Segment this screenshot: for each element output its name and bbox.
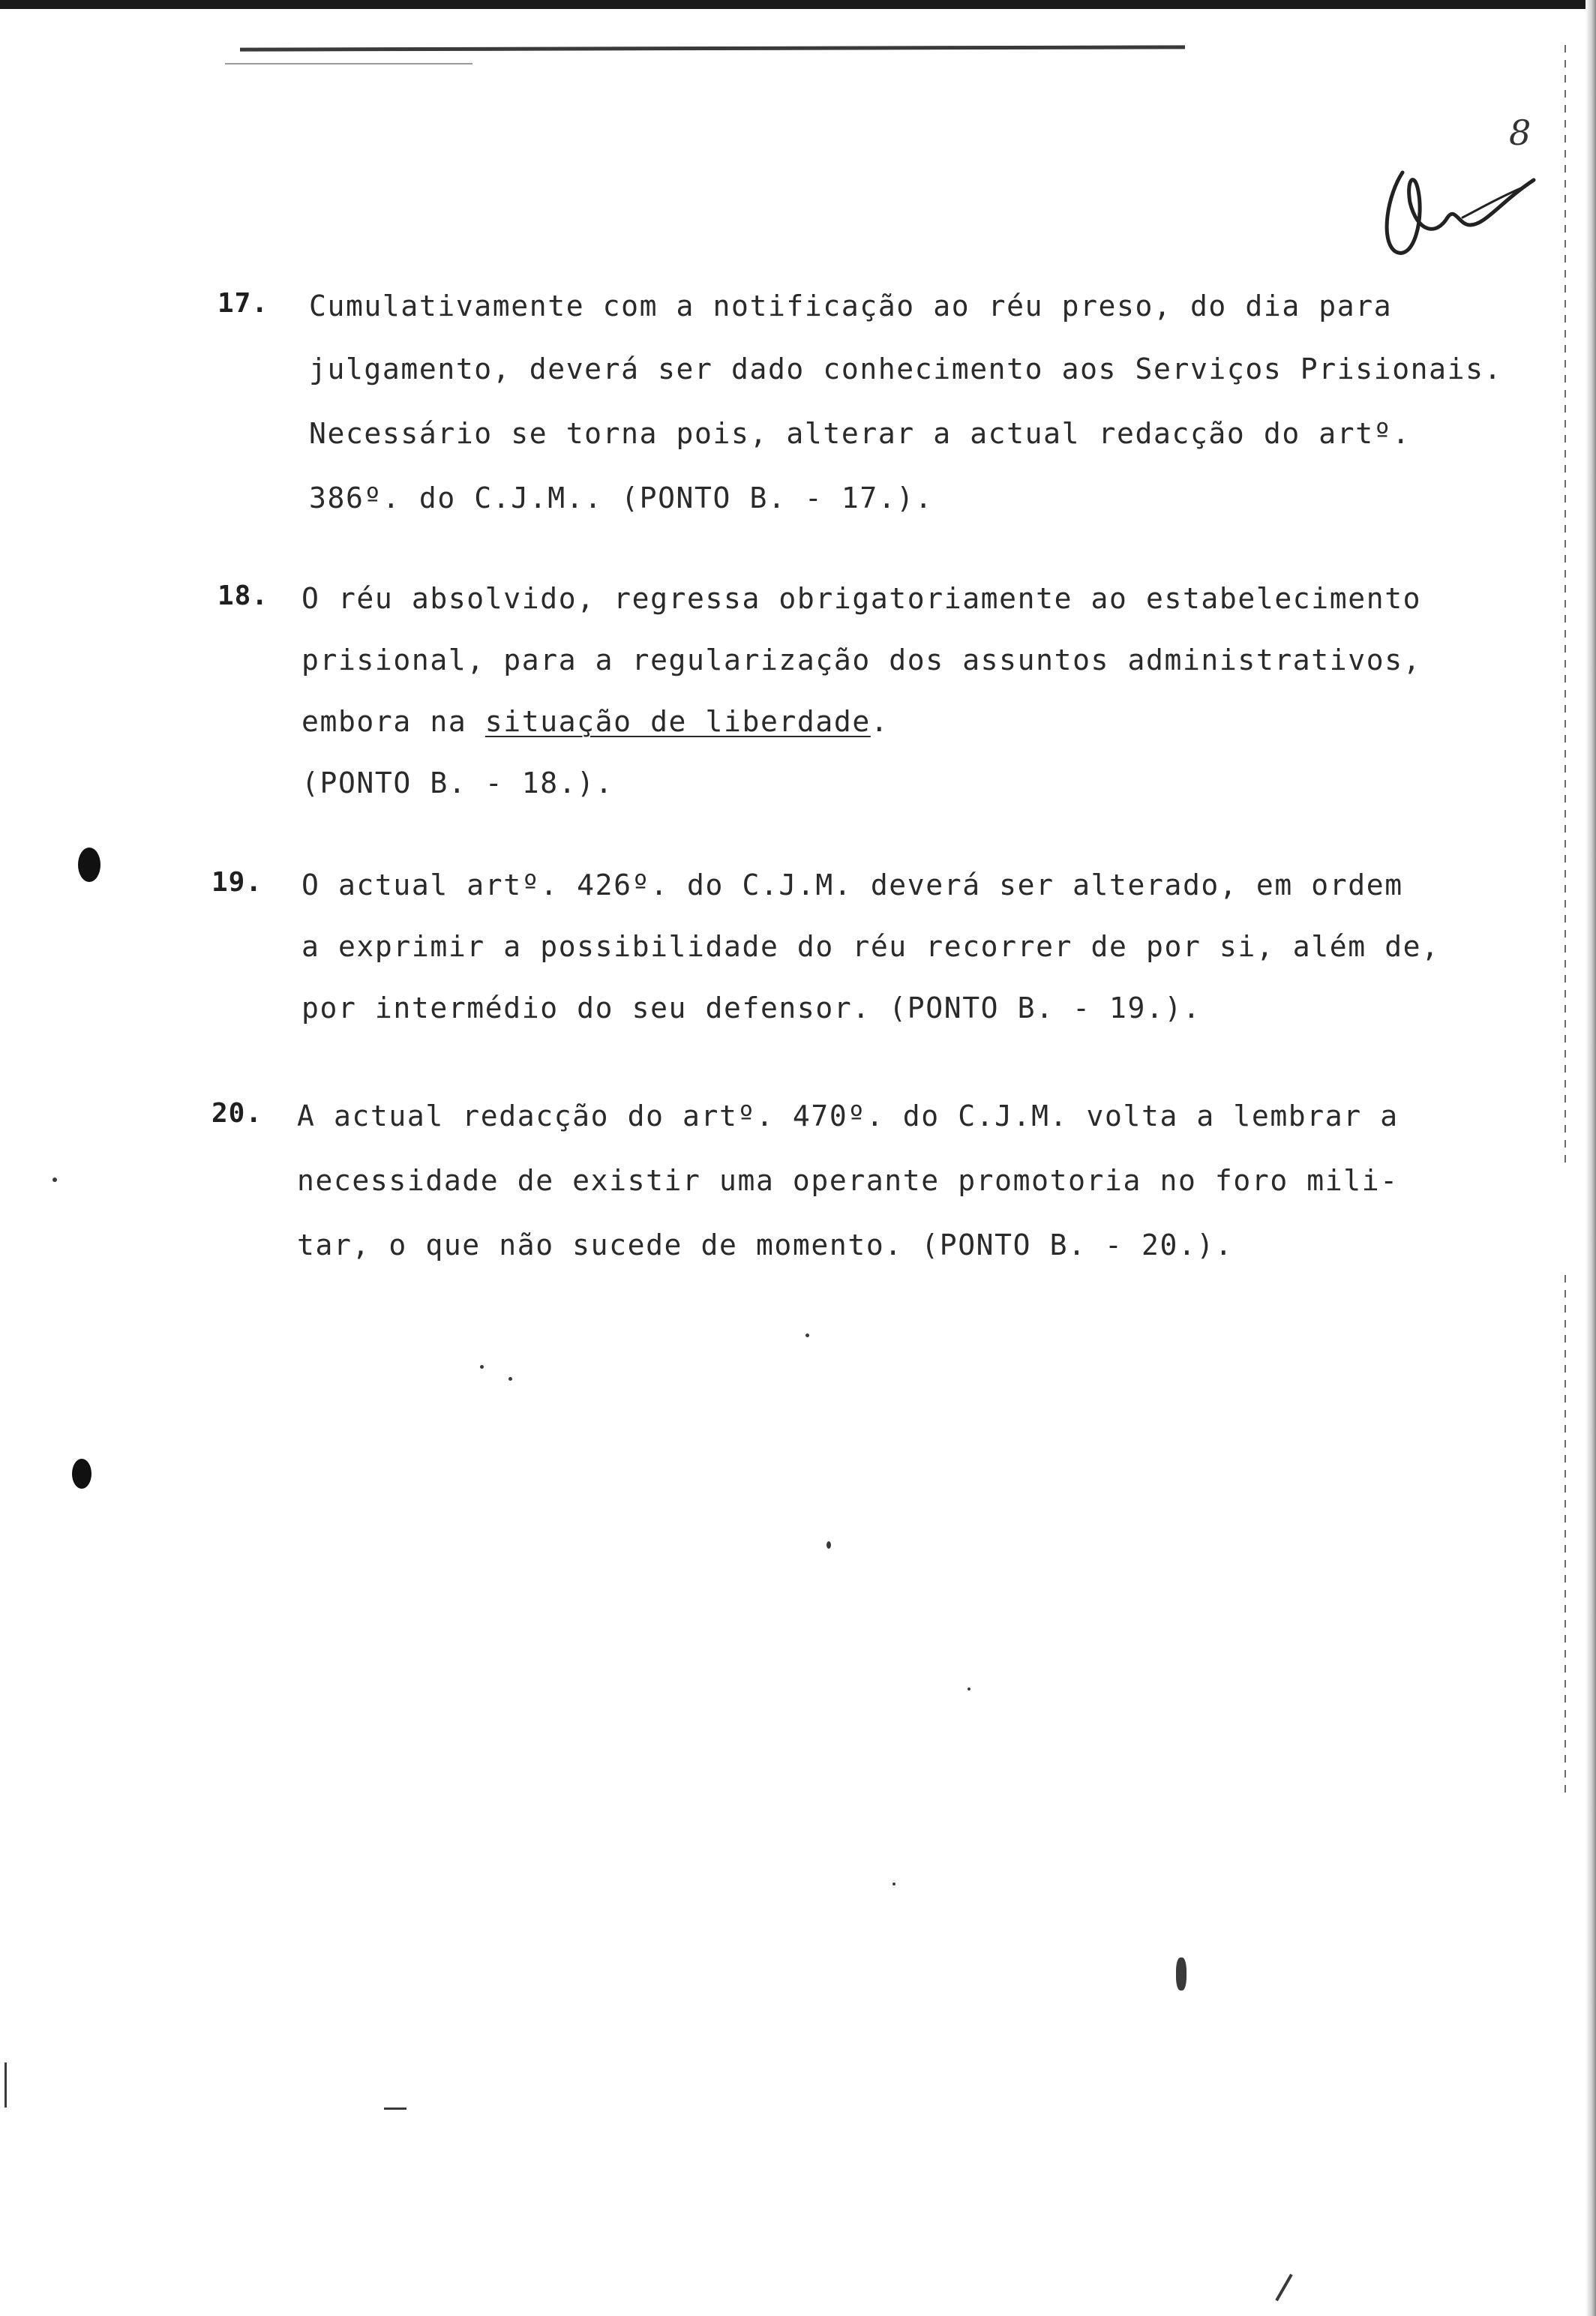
speck [1275,2274,1292,2302]
item-number: 19. [212,867,263,898]
list-item [212,1095,1568,1282]
header-rule [240,45,1185,51]
header-rule-faint [225,63,472,64]
list-item [218,285,1568,525]
item-line: 386º. do C.J.M.. (PONTO B. - 17.). [309,482,934,514]
item-line-text: embora na [302,705,485,738]
page-number: 8 [1509,112,1532,153]
item-line-text: . [870,705,890,738]
speck [892,1882,896,1886]
item-line: Necessário se torna pois, alterar a actual redacção do artº. [309,417,1411,450]
speck [384,2108,406,2110]
item-number: 18. [218,580,269,611]
speck [508,1377,512,1381]
speck [806,1334,809,1337]
item-number: 17. [218,288,269,319]
speck [52,1178,57,1182]
ink-blot [1176,1958,1186,1990]
item-line: A actual redacção do artº. 470º. do C.J.M. volta a lembrar a [297,1100,1399,1132]
item-line: (PONTO B. - 18.). [302,766,614,800]
scan-right-edge [1586,0,1596,2316]
scan-dash-line [1564,1275,1566,1800]
punch-hole [78,848,100,882]
item-line: O réu absolvido, regressa obrigatoriamente ao estabelecimento [302,582,1422,615]
speck [480,1365,484,1369]
list-item [218,578,1568,818]
item-line: necessidade de existir uma operante promotoria no foro mili- [297,1164,1399,1197]
scan-top-edge [0,0,1596,9]
list-item [212,864,1568,1052]
item-line: a exprimir a possibilidade do réu recorrer de por si, além de, [302,930,1440,963]
item-line: O actual artº. 426º. do C.J.M. deverá ser alterado, em ordem [302,868,1403,902]
item-line: tar, o que não sucede de momento. (PONTO B. - 20.). [297,1228,1234,1262]
underlined-phrase: situação de liberdade [484,705,871,738]
speck [4,2062,7,2108]
speck [826,1541,831,1549]
item-line [302,705,889,738]
item-number: 20. [212,1098,263,1129]
speck [968,1688,970,1690]
item-line: por intermédio do seu defensor. (PONTO B. - 19.). [302,992,1202,1024]
item-line: julgamento, deverá ser dado conhecimento aos Serviços Prisionais. [309,352,1503,386]
item-line: Cumulativamente com a notificação ao réu preso, do dia para [309,290,1393,322]
punch-hole [72,1459,92,1489]
item-line: prisional, para a regularização dos assuntos administrativos, [302,644,1422,676]
